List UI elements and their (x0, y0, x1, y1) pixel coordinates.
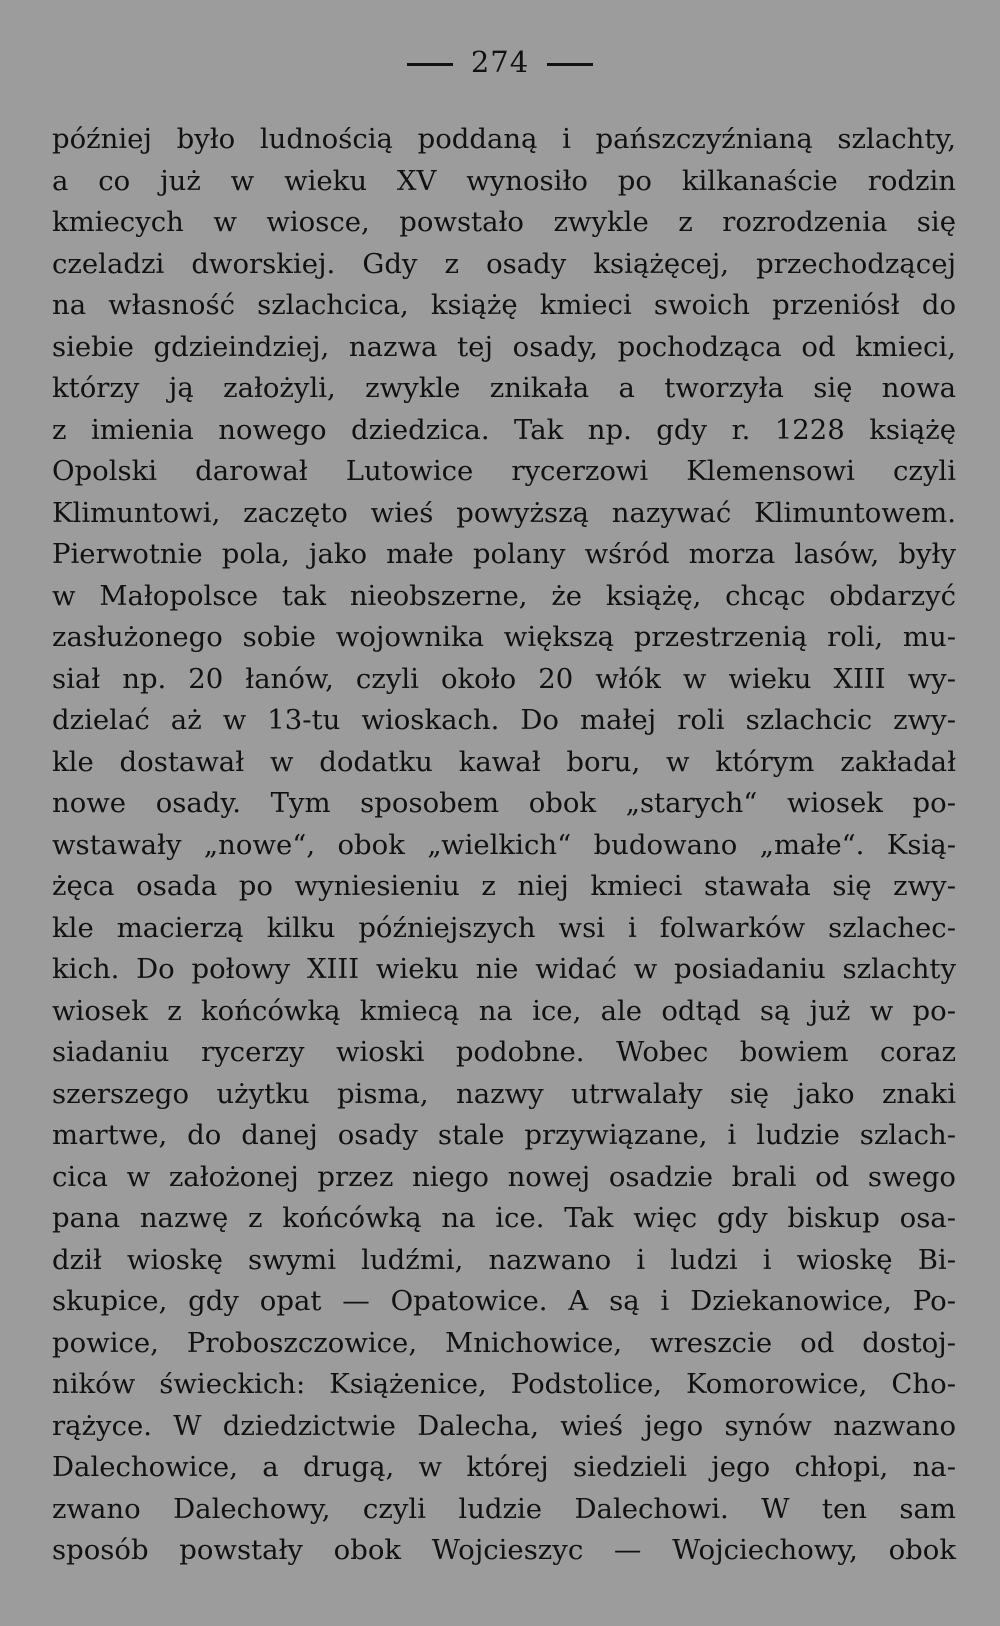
text-line: dził wioskę swymi ludźmi, nazwano i ludzi i wioskę Bi- (52, 1243, 956, 1276)
text-line: kmiecych w wiosce, powstało zwykle z rozrodzenia się (52, 206, 956, 238)
text-line: powice, Proboszczowice, Mnichowice, wreszcie od dostoj- (52, 1326, 956, 1359)
text-line: siebie gdzieindziej, nazwa tej osady, pochodząca od kmieci, (52, 330, 956, 363)
text-line: sposób powstały obok Wojcieszyc — Wojciechowy, obok (52, 1534, 956, 1566)
header-dash-left (407, 63, 453, 66)
text-line: nowe osady. Tym sposobem obok „starych“ wiosek po- (52, 787, 956, 819)
text-line: żęca osada po wyniesieniu z niej kmieci stawała się zwy- (52, 870, 956, 902)
page-header (0, 42, 1000, 82)
text-line: kich. Do połowy XIII wieku nie widać w posiadaniu szlachty (52, 953, 956, 985)
text-line: martwe, do danej osady stale przywiązane, i ludzie szlach- (52, 1119, 956, 1151)
text-line: czeladzi dworskiej. Gdy z osady książęcej, przechodzącej (52, 247, 956, 280)
text-line: cica w założonej przez niego nowej osadzie brali od swego (52, 1160, 956, 1193)
text-line: kle macierzą kilku późniejszych wsi i folwarków szlachec- (52, 911, 956, 944)
page-number: 274 (470, 45, 530, 79)
text-line: rążyce. W dziedzictwie Dalecha, wieś jego synów nazwano (52, 1409, 956, 1442)
text-line: wstawały „nowe“, obok „wielkich“ budowano „małe“. Ksią- (52, 828, 956, 861)
text-line: z imienia nowego dziedzica. Tak np. gdy r. 1228 książę (52, 413, 956, 446)
text-line: Dalechowice, a drugą, w której siedzieli jego chłopi, na- (52, 1451, 956, 1483)
text-line: dzielać aż w 13-tu wioskach. Do małej roli szlachcic zwy- (52, 704, 956, 736)
text-line: w Małopolsce tak nieobszerne, że książę, chcąc obdarzyć (52, 579, 956, 612)
header-dash-right (547, 63, 593, 66)
text-line: ników świeckich: Książenice, Podstolice, Komorowice, Cho- (52, 1368, 956, 1400)
text-line: którzy ją założyli, zwykle znikała a tworzyła się nowa (52, 372, 956, 404)
body-text (52, 119, 956, 1572)
text-line: wiosek z końcówką kmiecą na ice, ale odtąd są już w po- (52, 994, 956, 1027)
text-line: skupice, gdy opat — Opatowice. A są i Dziekanowice, Po- (52, 1285, 956, 1317)
text-line: szerszego użytku pisma, nazwy utrwalały się jako znaki (52, 1077, 956, 1110)
text-line: pana nazwę z końcówką na ice. Tak więc gdy biskup osa- (52, 1202, 956, 1234)
text-line: na własność szlachcica, książę kmieci swoich przeniósł do (52, 289, 956, 321)
text-line: zasłużonego sobie wojownika większą przestrzenią roli, mu- (52, 621, 956, 653)
text-line: siał np. 20 łanów, czyli około 20 włók w wieku XIII wy- (52, 662, 956, 695)
text-line: później było ludnością poddaną i pańszczyźnianą szlachty, (52, 123, 956, 155)
text-line: Opolski darował Lutowice rycerzowi Klemensowi czyli (52, 455, 956, 487)
text-line: kle dostawał w dodatku kawał boru, w którym zakładał (52, 745, 956, 778)
text-line: siadaniu rycerzy wioski podobne. Wobec bowiem coraz (52, 1036, 956, 1068)
text-line: zwano Dalechowy, czyli ludzie Dalechowi. W ten sam (52, 1492, 956, 1525)
text-line: a co już w wieku XV wynosiło po kilkanaście rodzin (52, 164, 956, 197)
text-line: Klimuntowi, zaczęto wieś powyższą nazywać Klimuntowem. (52, 496, 956, 529)
text-line: Pierwotnie pola, jako małe polany wśród morza lasów, były (52, 538, 956, 570)
